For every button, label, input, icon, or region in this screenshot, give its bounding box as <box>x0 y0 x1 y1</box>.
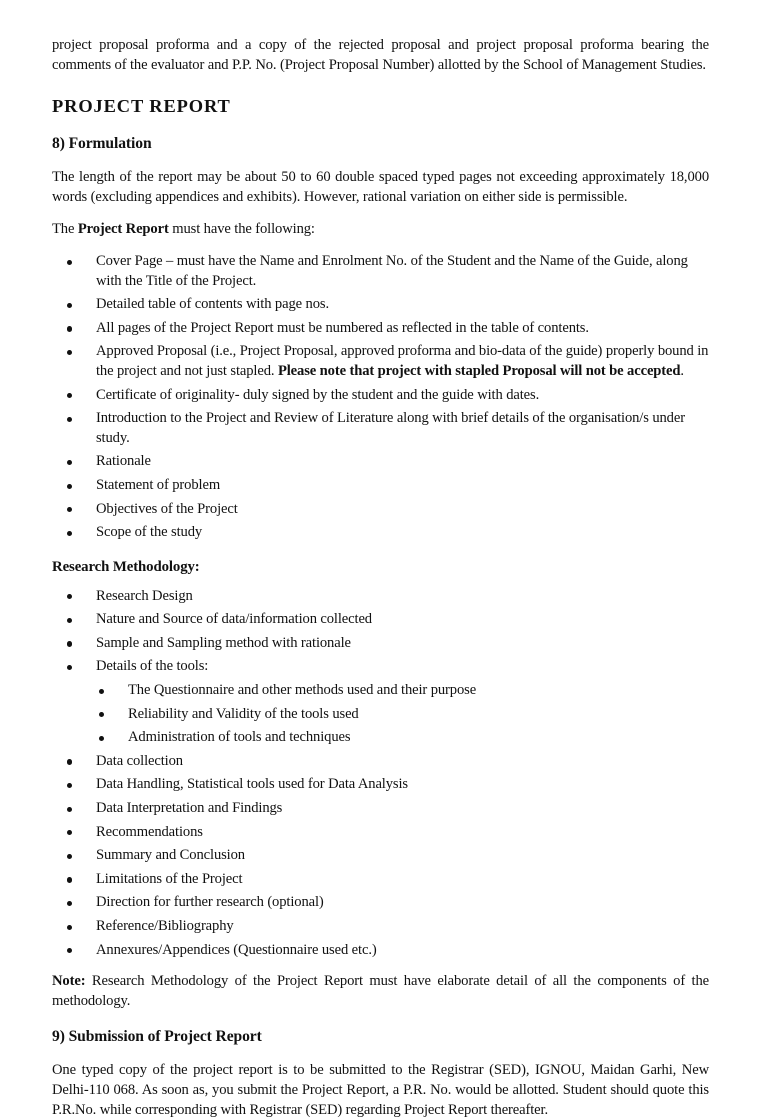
list-item-label: Summary and Conclusion <box>96 847 245 864</box>
list-item <box>63 386 709 406</box>
sub-heading-research-methodology: Research Methodology: <box>52 558 200 575</box>
bullet-icon <box>67 877 72 882</box>
list-item <box>63 610 709 630</box>
list-item <box>63 409 709 448</box>
list-item-label: Data Interpretation and Findings <box>96 800 283 817</box>
list-item <box>63 587 709 607</box>
list-item <box>95 705 709 725</box>
list-item <box>63 342 709 381</box>
bullet-icon <box>67 531 72 536</box>
list-item <box>63 500 709 520</box>
list-item-label: Data collection <box>96 752 183 769</box>
bullet-icon <box>67 393 72 398</box>
bullet-icon <box>67 417 72 422</box>
intro-paragraph: project proposal proforma and a copy of the rejected proposal and project proposal proforma bearing the comments of the evaluator and P.P. No. (Project Proposal Number) allotted by the School of Management Studies. <box>52 37 709 73</box>
bullet-icon <box>99 712 104 717</box>
note-text: Research Methodology of the Project Report must have elaborate detail of all the components of the methodology. <box>52 973 709 1009</box>
list-item <box>63 657 709 677</box>
list-item-label: Nature and Source of data/information collected <box>96 611 372 628</box>
list-item-label: Statement of problem <box>96 476 221 493</box>
list-item-label: All pages of the Project Report must be numbered as reflected in the table of contents. <box>96 319 589 336</box>
section-heading-formulation: 8) Formulation <box>52 135 152 153</box>
document-content <box>52 36 709 1120</box>
bullet-icon <box>67 901 72 906</box>
bullet-icon <box>67 594 72 599</box>
list-item-label: Introduction to the Project and Review of Literature along with brief details of the organisation/s under study. <box>96 410 685 446</box>
list-item-label: Cover Page – must have the Name and Enrolment No. of the Student and the Name of the Guide, along with the Title of the Project. <box>96 252 688 289</box>
lead-in-suffix: must have the following: <box>168 221 315 238</box>
note-paragraph <box>52 972 709 1011</box>
bullet-icon <box>99 736 104 741</box>
list-item <box>63 775 709 795</box>
formulation-paragraph: The length of the report may be about 50 to 60 double spaced typed pages not exceeding approximately 18,000 words (excluding appendices and exhibits). However, rational variation on either side is permissible. <box>52 169 709 205</box>
note-label: Note: <box>52 973 86 990</box>
list-item-label: Annexures/Appendices (Questionnaire used etc.) <box>96 941 377 958</box>
bullet-icon <box>67 484 72 489</box>
list-item-label: The Questionnaire and other methods used and their purpose <box>128 682 477 699</box>
bullet-icon <box>67 830 72 835</box>
bullet-icon <box>67 759 72 764</box>
list-item-label: Sample and Sampling method with rationale <box>96 634 351 651</box>
bullet-icon <box>67 641 72 646</box>
list-item <box>63 452 709 472</box>
list-item-text-plain: Approved Proposal (i.e., Project Proposal, approved proforma and bio-data of the guide) properly bound in the project and not just stapled. <box>96 343 709 379</box>
bullet-icon <box>67 618 72 623</box>
report-lead-in <box>52 220 709 240</box>
list-item-label: Research Design <box>96 587 193 604</box>
bullet-icon <box>67 350 72 355</box>
list-item <box>63 634 709 654</box>
list-item <box>63 252 709 291</box>
list-item <box>63 917 709 937</box>
list-item <box>63 846 709 866</box>
report-requirements-list <box>63 252 709 543</box>
list-item-label: Detailed table of contents with page nos. <box>96 296 329 313</box>
list-item <box>63 870 709 890</box>
bullet-icon <box>67 807 72 812</box>
bullet-icon <box>67 665 72 670</box>
list-item-label: Certificate of originality- duly signed by the student and the guide with dates. <box>96 386 540 403</box>
list-item <box>63 295 709 315</box>
list-item-label: Rationale <box>96 453 151 470</box>
list-item-label: Limitations of the Project <box>96 870 243 887</box>
list-item-label: Details of the tools: <box>96 658 209 675</box>
list-item <box>95 681 709 701</box>
list-item-label: Objectives of the Project <box>96 500 238 517</box>
bullet-icon <box>67 925 72 930</box>
lead-in-bold: Project Report <box>77 221 169 238</box>
list-item-label <box>96 342 709 381</box>
bullet-icon <box>67 326 72 331</box>
bullet-icon <box>67 783 72 788</box>
list-item <box>63 799 709 819</box>
lead-in-prefix: The <box>52 221 78 238</box>
list-item <box>95 728 709 748</box>
list-item-label: Recommendations <box>96 823 203 840</box>
list-item <box>63 893 709 913</box>
submission-paragraph: One typed copy of the project report is to be submitted to the Registrar (SED), IGNOU, Maidan Garhi, New Delhi-110 068. As soon as, you submit the Project Report, a P.R. No. would be allotted. Student should quote this P.R.No. while corresponding with Registrar (SED) regarding Project Report thereafter. <box>52 1062 709 1118</box>
bullet-icon <box>67 260 72 265</box>
list-item-label: Reliability and Validity of the tools used <box>128 705 359 722</box>
bullet-icon <box>67 948 72 953</box>
list-item <box>63 476 709 496</box>
bullet-icon <box>67 460 72 465</box>
methodology-list-after-tools <box>63 752 709 960</box>
tool-details-list <box>95 681 709 748</box>
list-item <box>63 941 709 961</box>
methodology-list-before-tools <box>63 587 709 677</box>
list-item <box>63 319 709 339</box>
bullet-icon <box>67 507 72 512</box>
list-item-text-tail: . <box>680 362 684 379</box>
list-item-label: Scope of the study <box>96 524 203 541</box>
list-item-label: Reference/Bibliography <box>96 918 234 934</box>
bullet-icon <box>67 854 72 859</box>
list-item-label: Data Handling, Statistical tools used for Data Analysis <box>96 776 408 793</box>
list-item-label: Direction for further research (optional) <box>96 894 324 911</box>
section-heading-submission: 9) Submission of Project Report <box>52 1028 262 1046</box>
list-item <box>63 523 709 543</box>
list-item-label: Administration of tools and techniques <box>128 729 351 746</box>
bullet-icon <box>99 689 104 694</box>
page-title: PROJECT REPORT <box>52 96 231 117</box>
list-item <box>63 823 709 843</box>
bullet-icon <box>67 303 72 308</box>
list-item-text-emphasis: Please note that project with stapled Proposal will not be accepted <box>277 362 681 379</box>
list-item <box>63 752 709 772</box>
